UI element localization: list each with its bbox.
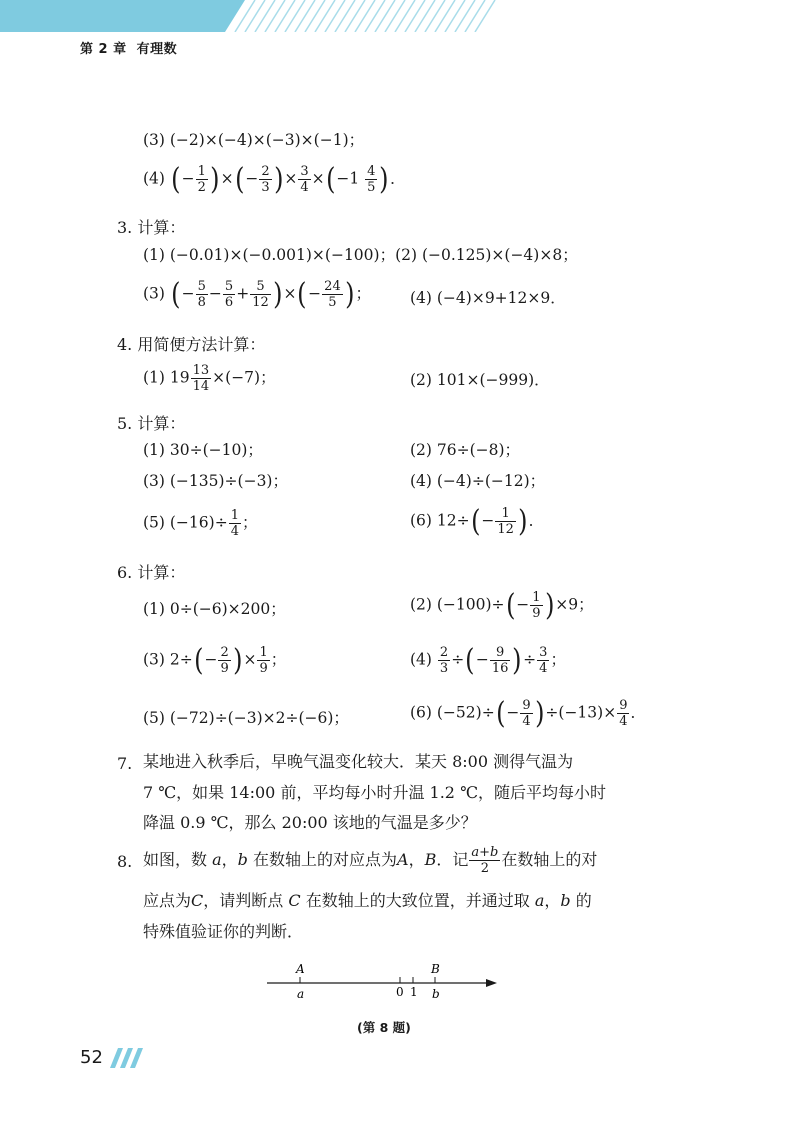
- q3-item-4: (4) (−4)×9+12×9．: [410, 289, 566, 307]
- q7-line-1: 某地进入秋季后，早晚气温变化较大．某天 8:00 测得气温为: [143, 752, 574, 771]
- number-line-arrow: [486, 979, 497, 987]
- q8-line-2: 应点为C，请判断点 C 在数轴上的大致位置，并通过取 a，b 的: [143, 891, 592, 910]
- q7-number: 7.: [117, 754, 133, 773]
- q4-title: 用简便方法计算：: [137, 335, 266, 354]
- q6-item-4-label: (4): [410, 650, 432, 669]
- q8-line-1-b: 在数轴上的对应点为: [253, 850, 398, 869]
- header-band: [0, 0, 800, 32]
- q2-item-4-label: (4): [143, 169, 165, 188]
- q7-line-3: 降温 0.9 ℃，那么 20:00 该地的气温是多少？: [143, 813, 477, 832]
- tick-label-a: a: [297, 987, 305, 1001]
- q6-item-1: (1) 0÷(−6)×200；: [143, 600, 286, 618]
- chapter-heading: [80, 38, 177, 57]
- q8-line-1: 如图，数 a，b 在数轴上的对应点为A，B．记 $\frac{a+b}{2}$ 在数轴上的对: [143, 845, 598, 876]
- page-number-slash-mark: [110, 1048, 146, 1068]
- q5-title: 计算：: [137, 414, 186, 433]
- point-label-A: A: [296, 962, 305, 976]
- q4-item-1-rest: ×(−7)；: [212, 368, 276, 387]
- q8-line-2-c: 在数轴上的大致位置，并通过取: [305, 891, 530, 910]
- tick-label-b: b: [432, 987, 440, 1001]
- q8-line-1-d: 在数轴上的对: [501, 850, 598, 869]
- q5-item-4: (4) (−4)÷(−12)；: [410, 472, 546, 490]
- q5-item-2: (2) 76÷(−8)；: [410, 441, 521, 459]
- q5-item-5-label: (5) (−16)÷: [143, 513, 228, 532]
- q6-title: 计算：: [137, 563, 186, 582]
- q6-item-3: (3) 2÷(− $\frac{2}{9}$ )× $\frac{1}{9}$ ；: [143, 642, 287, 678]
- q5-number: 5.: [117, 414, 133, 433]
- q3-item-3-label: (3): [143, 284, 165, 303]
- q8-line-1-c: ．记: [436, 850, 469, 869]
- q8-line-2-b: ，请判断点: [203, 891, 284, 910]
- chapter-number: 第 2 章: [80, 42, 127, 57]
- q5-item-3: (3) (−135)÷(−3)；: [143, 472, 288, 490]
- q8-number: 8.: [117, 852, 133, 871]
- q5-item-1: (1) 30÷(−10)；: [143, 441, 263, 459]
- q2-item-4: (4) (− $\frac{1}{2}$ )×(− $\frac{2}{3}$ )× $\frac{3}{4}$ ×(−1 $\frac{4}{5}$ )．: [143, 161, 406, 197]
- q8-line-2-d: 的: [575, 891, 592, 910]
- q6-item-4: (4) $\frac{2}{3}$ ÷(− $\frac{9}{16}$ )÷ $\frac{3}{4}$ ；: [410, 642, 566, 678]
- page-number: 52: [80, 1047, 103, 1068]
- q3-item-3: (3) (− $\frac{5}{8}$ − $\frac{5}{6}$ + $\frac{5}{12}$ )×(− $\frac{24}{5}$ )；: [143, 276, 371, 312]
- q4-item-1-label: (1) 19: [143, 368, 190, 387]
- q5-item-5: (5) (−16)÷ $\frac{1}{4}$ ；: [143, 508, 258, 539]
- q4-number: 4.: [117, 335, 133, 354]
- q6-item-2-label: (2) (−100)÷: [410, 595, 505, 614]
- q3-title: 计算：: [137, 218, 186, 237]
- q6-item-5: (5) (−72)÷(−3)×2÷(−6)；: [143, 709, 349, 727]
- q8-line-1-a: 如图，数: [143, 850, 213, 869]
- point-label-B: B: [431, 962, 440, 976]
- q4-heading: [117, 332, 265, 355]
- tick-label-0: 0: [396, 985, 404, 999]
- figure-caption: (第 8 题): [357, 1020, 411, 1035]
- q7-line-2: 7 ℃，如果 14:00 前，平均每小时升温 1.2 ℃，随后平均每小时: [143, 783, 606, 802]
- q3-item-1-2: (1) (−0.01)×(−0.001)×(−100)；(2) (−0.125)×(−4)×8；: [143, 246, 578, 264]
- q6-number: 6.: [117, 563, 133, 582]
- number-line-figure: [255, 958, 505, 1008]
- q4-item-1: (1) 19 $\frac{13}{14}$ ×(−7)；: [143, 363, 276, 394]
- q6-item-2: (2) (−100)÷(− $\frac{1}{9}$ )×9；: [410, 587, 594, 623]
- q5-item-6: (6) 12÷(− $\frac{1}{12}$ )．: [410, 503, 545, 539]
- q5-heading: [117, 411, 185, 434]
- q6-item-6-label: (6) (−52)÷: [410, 703, 495, 722]
- q8-line-2-a: 应点为: [143, 891, 192, 910]
- q2-item-3: (3) (−2)×(−4)×(−3)×(−1)；: [143, 131, 365, 149]
- q3-number: 3.: [117, 218, 133, 237]
- chapter-title: 有理数: [136, 42, 178, 57]
- q4-item-2: (2) 101×(−999)．: [410, 371, 550, 389]
- q6-item-6: (6) (−52)÷(− $\frac{9}{4}$ )÷(−13)× $\frac{9}{4}$ ．: [410, 695, 646, 731]
- q3-heading: [117, 215, 185, 238]
- q5-item-6-label: (6) 12÷: [410, 511, 470, 530]
- q6-item-3-label: (3) 2÷: [143, 650, 193, 669]
- q8-line-3: 特殊值验证你的判断．: [143, 922, 304, 941]
- q6-heading: [117, 560, 185, 583]
- tick-label-1: 1: [410, 985, 418, 999]
